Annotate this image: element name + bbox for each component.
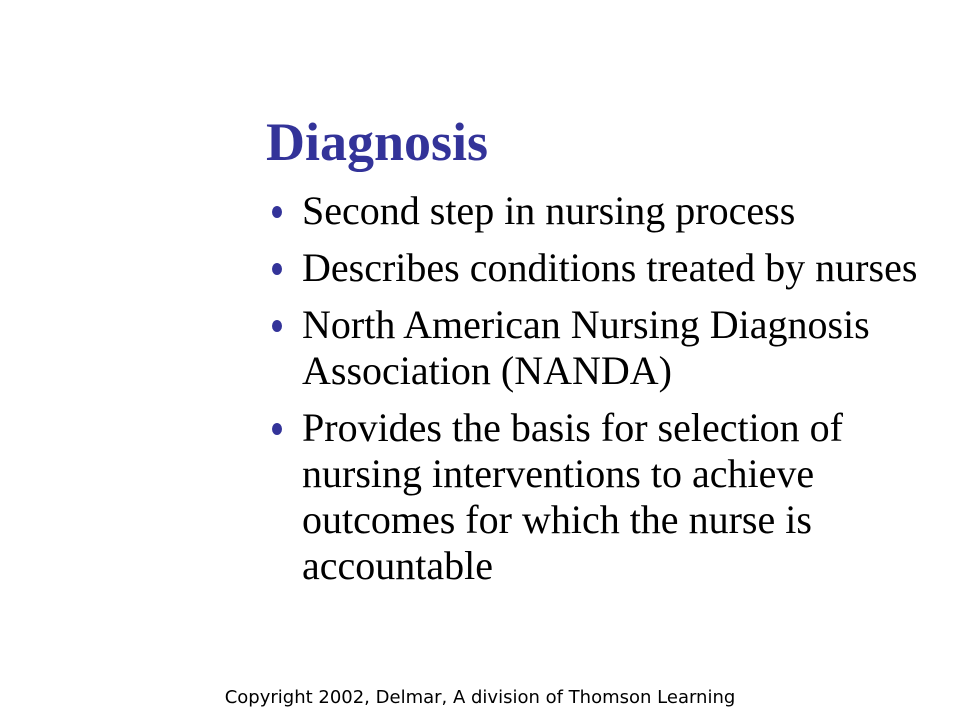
bullet-dot-icon [272, 206, 282, 218]
bullet-item [270, 405, 930, 589]
bullet-dot-icon [272, 423, 282, 435]
bullet-text: Describes conditions treated by nurses [302, 245, 918, 290]
slide-title: Diagnosis [266, 112, 489, 172]
bullet-list [270, 188, 930, 600]
bullet-text: Second step in nursing process [302, 188, 796, 233]
copyright-footer: Copyright 2002, Delmar, A division of Thomson Learning [224, 687, 736, 708]
bullet-text: Provides the basis for selection of nursing interventions to achieve outcomes for which the nurse is accountable [302, 405, 843, 588]
bullet-dot-icon [272, 320, 282, 332]
bullet-dot-icon [272, 263, 282, 275]
bullet-item [270, 188, 930, 234]
bullet-item [270, 245, 930, 291]
bullet-item [270, 302, 930, 394]
bullet-text: North American Nursing Diagnosis Association (NANDA) [302, 302, 870, 393]
